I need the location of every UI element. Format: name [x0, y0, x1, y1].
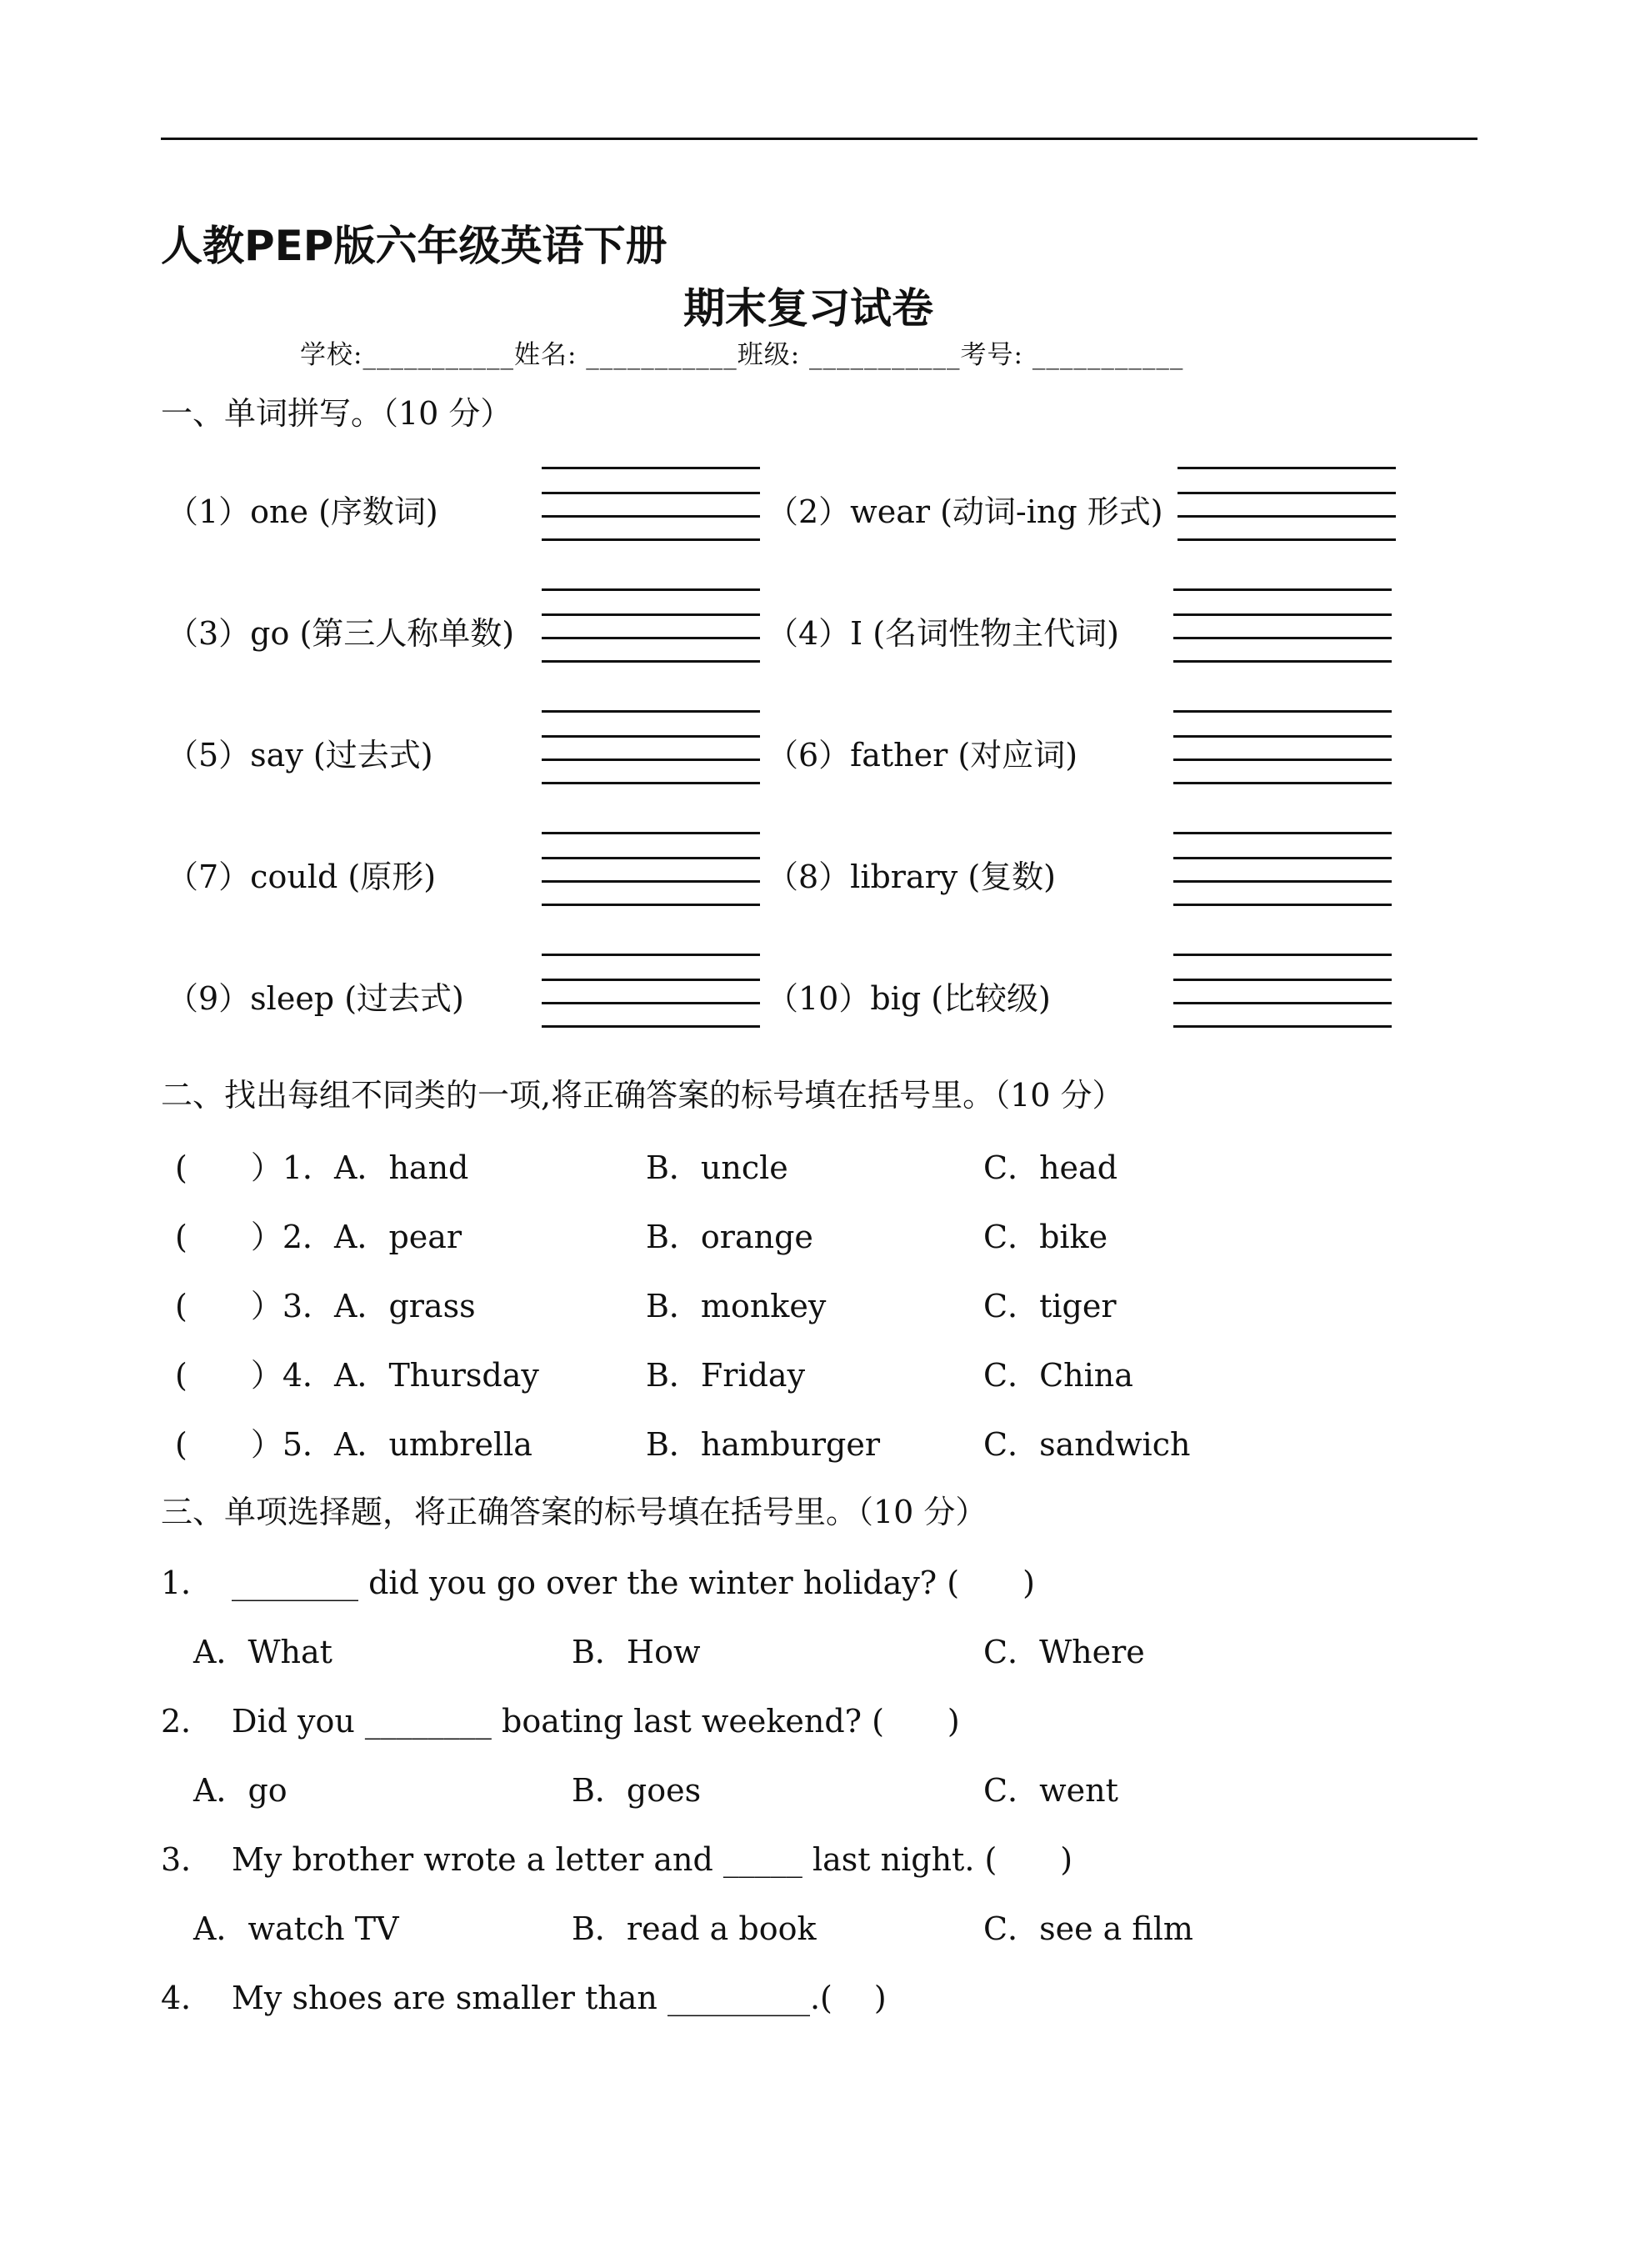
mc-question-number: 3． — [161, 1841, 213, 1878]
odd-one-out-question-2: ( ）2．A．pear — [175, 1219, 462, 1255]
odd-one-out-option-c: C．tiger — [983, 1288, 1117, 1324]
section1-heading: 一、单词拼写。（10 分） — [161, 395, 512, 432]
mc-question-3: My brother wrote a letter and _____ last night. ( ) — [232, 1841, 1073, 1878]
odd-one-out-question-3: ( ）3．A．grass — [175, 1288, 476, 1324]
answer-lines-2[interactable] — [1178, 467, 1396, 540]
odd-one-out-question-5: ( ）5．A．umbrella — [175, 1426, 532, 1463]
mc-option-b: B．read a book — [572, 1910, 817, 1947]
answer-lines-9[interactable] — [542, 954, 760, 1027]
spelling-item-10: （10）big (比较级) — [767, 980, 1051, 1017]
odd-one-out-option-c: C．China — [983, 1357, 1133, 1394]
odd-one-out-option-b: B．monkey — [646, 1288, 827, 1324]
odd-one-out-option-c: C．sandwich — [983, 1426, 1191, 1463]
answer-lines-5[interactable] — [542, 710, 760, 784]
mc-question-number: 1． — [161, 1565, 213, 1601]
odd-one-out-option-c: C．bike — [983, 1219, 1108, 1255]
spelling-item-1: （1）one (序数词) — [167, 493, 438, 530]
spelling-item-2: （2）wear (动词-ing 形式) — [767, 493, 1163, 530]
answer-lines-3[interactable] — [542, 588, 760, 662]
mc-question-number: 2． — [161, 1703, 213, 1740]
odd-one-out-option-b: B．orange — [646, 1219, 813, 1255]
spelling-item-5: （5）say (过去式) — [167, 737, 433, 774]
mc-option-a: A．go — [193, 1772, 288, 1809]
odd-one-out-question-4: ( ）4．A．Thursday — [175, 1357, 539, 1394]
student-info-line: 学校:___________姓名: ___________班级: ___________考号: ___________ — [300, 340, 1184, 370]
section3-heading: 三、单项选择题，将正确答案的标号填在括号里。（10 分） — [161, 1494, 988, 1530]
answer-lines-1[interactable] — [542, 467, 760, 540]
mc-question-2: Did you ________ boating last weekend? ( ) — [232, 1703, 960, 1740]
mc-question-4: My shoes are smaller than _________.( ) — [232, 1980, 887, 2016]
spelling-item-7: （7）could (原形) — [167, 859, 437, 895]
odd-one-out-option-c: C．head — [983, 1149, 1118, 1186]
page-title: 人教PEP版六年级英语下册 — [161, 222, 668, 270]
answer-lines-10[interactable] — [1173, 954, 1392, 1027]
odd-one-out-question-1: ( ）1．A．hand — [175, 1149, 469, 1186]
page-subtitle: 期末复习试卷 — [683, 284, 933, 333]
mc-option-c: C．went — [983, 1772, 1118, 1809]
mc-option-a: A．What — [193, 1634, 332, 1670]
spelling-item-9: （9）sleep (过去式) — [167, 980, 464, 1017]
odd-one-out-option-b: B．hamburger — [646, 1426, 881, 1463]
section2-heading: 二、找出每组不同类的一项,将正确答案的标号填在括号里。（10 分） — [161, 1077, 1124, 1114]
mc-option-b: B．goes — [572, 1772, 702, 1809]
answer-lines-8[interactable] — [1173, 832, 1392, 905]
spelling-item-8: （8）library (复数) — [767, 859, 1056, 895]
mc-question-number: 4． — [161, 1980, 213, 2016]
answer-lines-4[interactable] — [1173, 588, 1392, 662]
mc-option-c: C．see a film — [983, 1910, 1193, 1947]
answer-lines-6[interactable] — [1173, 710, 1392, 784]
mc-option-c: C．Where — [983, 1634, 1145, 1670]
spelling-item-4: （4）I (名词性物主代词) — [767, 615, 1119, 652]
top-rule — [161, 138, 1478, 140]
mc-option-a: A．watch TV — [193, 1910, 399, 1947]
odd-one-out-option-b: B．Friday — [646, 1357, 806, 1394]
answer-lines-7[interactable] — [542, 832, 760, 905]
spelling-item-3: （3）go (第三人称单数) — [167, 615, 515, 652]
mc-option-b: B．How — [572, 1634, 701, 1670]
odd-one-out-option-b: B．uncle — [646, 1149, 788, 1186]
mc-question-1: ________ did you go over the winter holiday? ( ) — [232, 1565, 1035, 1601]
spelling-item-6: （6）father (对应词) — [767, 737, 1078, 774]
